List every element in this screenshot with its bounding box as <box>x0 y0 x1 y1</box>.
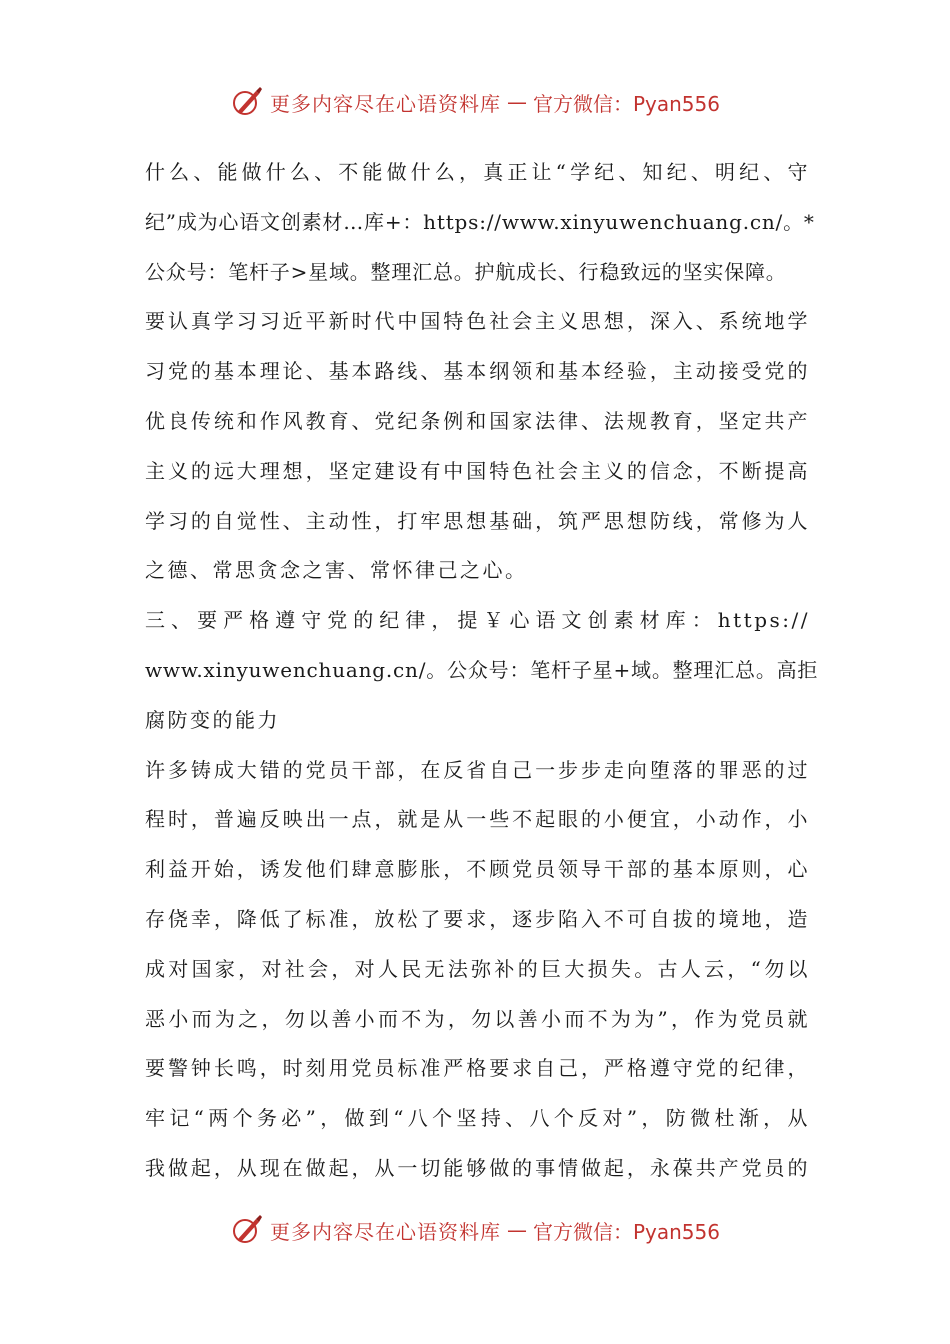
body-line: 主义的远大理想，坚定建设有中国特色社会主义的信念，不断提高 <box>145 458 810 483</box>
body-line: 腐防变的能力 <box>145 707 280 732</box>
body-line: 优良传统和作风教育、党纪条例和国家法律、法规教育，坚定共产 <box>145 408 810 433</box>
body-line: 存侥幸，降低了标准，放松了要求，逐步陷入不可自拔的境地，造 <box>145 906 810 931</box>
banner-slogan: 更多内容尽在心语资料库 <box>269 91 501 116</box>
banner-wechat-contact: 官方微信：Pyan556 <box>532 1219 720 1244</box>
banner-wechat-contact: 官方微信：Pyan556 <box>532 91 720 116</box>
footer-watermark-banner <box>0 1210 950 1250</box>
banner-slogan: 更多内容尽在心语资料库 <box>269 1219 501 1244</box>
body-line: 许多铸成大错的党员干部，在反省自己一步步走向堕落的罪恶的过 <box>145 757 810 782</box>
pen-circle-icon <box>230 85 264 119</box>
body-line: 恶小而为之，勿以善小而不为，勿以善小而不为为”，作为党员就 <box>145 1006 810 1031</box>
body-line: 要认真学习习近平新时代中国特色社会主义思想，深入、系统地学 <box>145 309 810 334</box>
body-line: 程时，普遍反映出一点，就是从一些不起眼的小便宜，小动作，小 <box>145 807 810 832</box>
body-line: 我做起，从现在做起，从一切能够做的事情做起，永葆共产党员的 <box>145 1155 810 1180</box>
body-line: 成对国家，对社会，对人民无法弥补的巨大损失。古人云，“勿以 <box>145 956 810 981</box>
body-line: 之德、常思贪念之害、常怀律己之心。 <box>145 558 528 583</box>
body-line: 牢记“两个务必”，做到“八个坚持、八个反对”，防微杜渐，从 <box>145 1106 810 1131</box>
body-line: 习党的基本理论、基本路线、基本纲领和基本经验，主动接受党的 <box>145 359 810 384</box>
document-body <box>145 148 819 1194</box>
body-line: 纪”成为心语文创素材…库+：https://www.xinyuwenchuang.cn/。* <box>145 209 815 234</box>
banner-separator: — <box>506 90 527 114</box>
body-line: www.xinyuwenchuang.cn/。公众号：笔杆子星+域。整理汇总。高拒 <box>145 657 819 682</box>
pen-circle-icon <box>230 1213 264 1247</box>
body-line: 什么、能做什么、不能做什么，真正让“学纪、知纪、明纪、守 <box>145 160 810 184</box>
header-watermark-banner <box>0 82 950 122</box>
banner-separator: — <box>506 1218 527 1242</box>
section-heading-line: 三、要严格遵守党的纪律，提￥心语文创素材库：https:// <box>145 608 810 633</box>
body-line: 利益开始，诱发他们肆意膨胀，不顾党员领导干部的基本原则，心 <box>145 857 810 882</box>
body-line: 要警钟长鸣，时刻用党员标准严格要求自己，严格遵守党的纪律， <box>145 1056 810 1081</box>
body-line: 学习的自觉性、主动性，打牢思想基础，筑严思想防线，常修为人 <box>145 508 810 533</box>
body-line: 公众号：笔杆子>星域。整理汇总。护航成长、行稳致远的坚实保障。 <box>145 259 787 284</box>
